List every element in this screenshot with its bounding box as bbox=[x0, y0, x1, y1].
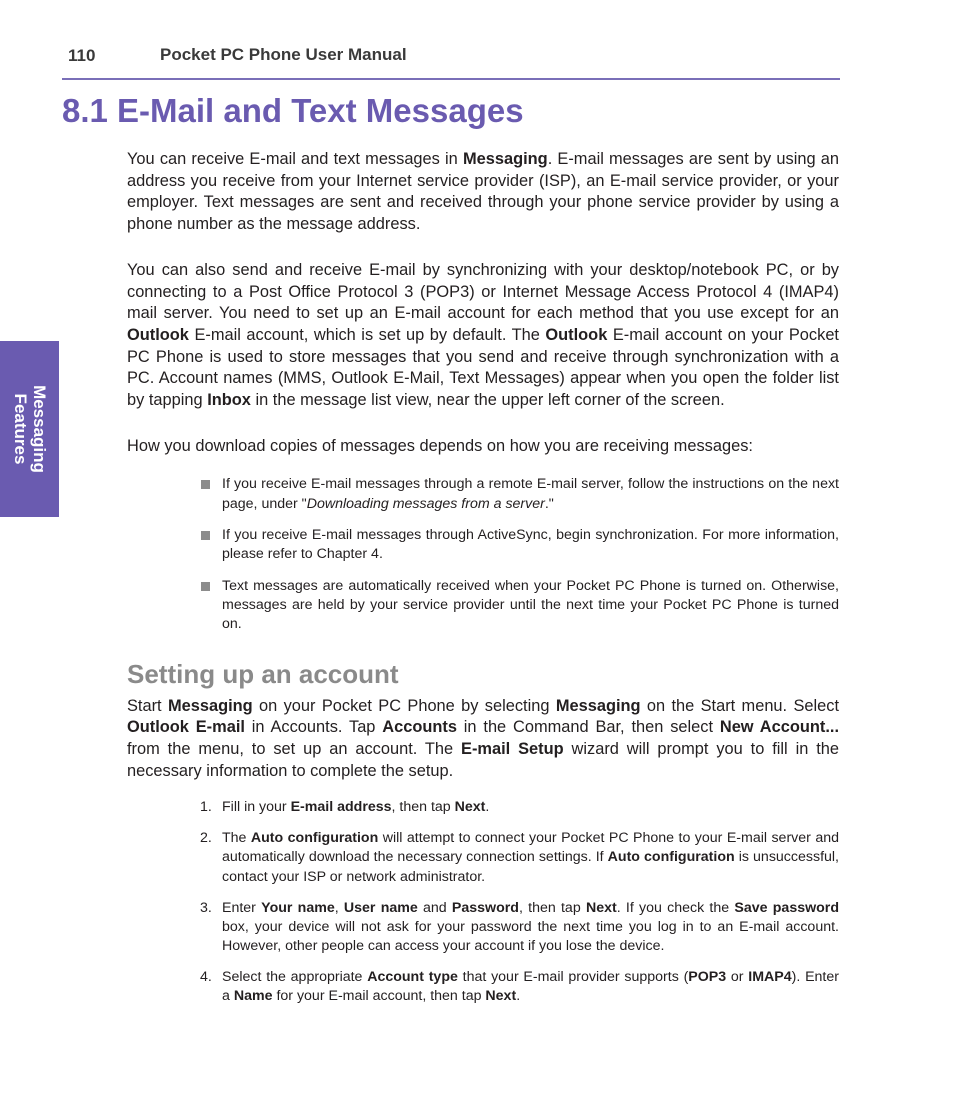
bold-run: E-mail Setup bbox=[461, 739, 564, 758]
text-run: will attempt to connect your Pocket PC Phone to your E-mail server and automatically download the necessary connection settings. If bbox=[222, 830, 839, 866]
text-run: that your E-mail provider supports ( bbox=[457, 968, 689, 985]
bold-run: Name bbox=[233, 988, 273, 1005]
text-run: The bbox=[222, 830, 251, 847]
bold-run: Messaging bbox=[167, 696, 253, 715]
bold-run: IMAP4 bbox=[748, 968, 792, 985]
bold-run: Auto configuration bbox=[250, 830, 379, 847]
text-run: Fill in your bbox=[222, 799, 291, 816]
bold-run: Password bbox=[451, 899, 519, 916]
bold-run: Messaging bbox=[462, 150, 548, 168]
bold-run: User name bbox=[343, 899, 418, 916]
text-run: E-mail account, which is set up by default. The bbox=[188, 325, 546, 344]
text-run: ." bbox=[544, 495, 554, 512]
square-bullet-icon bbox=[201, 480, 210, 489]
header-rule bbox=[62, 78, 840, 80]
intro-paragraph-2 bbox=[127, 260, 839, 412]
bold-run: Next bbox=[454, 799, 486, 816]
step-number: 4. bbox=[200, 968, 212, 985]
bold-run: Next bbox=[485, 988, 517, 1005]
bold-run: Outlook bbox=[127, 325, 189, 344]
text-run: and bbox=[417, 899, 452, 916]
step-number: 2. bbox=[200, 830, 212, 847]
list-item bbox=[200, 968, 839, 1007]
intro-paragraph-1 bbox=[127, 149, 839, 236]
bold-run: E-mail address bbox=[290, 799, 392, 816]
text-run: . If you check the bbox=[616, 899, 735, 916]
text-run: , then tap bbox=[391, 799, 455, 816]
download-methods-list bbox=[127, 475, 839, 634]
bold-run: Outlook bbox=[545, 325, 608, 344]
bold-run: Account type bbox=[367, 968, 458, 985]
bold-run: Auto configuration bbox=[607, 849, 735, 866]
text-run: Enter bbox=[222, 899, 262, 916]
side-tab-label bbox=[11, 385, 49, 473]
list-item bbox=[200, 899, 839, 957]
text-run: You can receive E-mail and text messages in bbox=[127, 150, 463, 168]
side-tab-line2: Features bbox=[10, 393, 30, 465]
list-item bbox=[222, 577, 839, 635]
text-run: , then tap bbox=[518, 899, 586, 916]
square-bullet-icon bbox=[201, 582, 210, 591]
list-item bbox=[222, 475, 839, 514]
text-run: Select the appropriate bbox=[222, 968, 368, 985]
text-run: is unsuccessful, contact your ISP or network administrator. bbox=[222, 849, 839, 885]
text-run: for your E-mail account, then tap bbox=[272, 988, 486, 1005]
text-run: in the message list view, near the upper left corner of the screen. bbox=[250, 391, 725, 410]
text-run: Start bbox=[127, 696, 168, 715]
text-run: box, your device will not ask for your password the next time you log in to an E-mail account. However, other people can access your account if you lose the device. bbox=[222, 918, 839, 955]
text-run: Text messages are automatically received when your Pocket PC Phone is turned on. Otherwise, messages are held by your service provider until the next time your Pocket PC Phone is turned on. bbox=[222, 577, 839, 633]
setup-steps-list bbox=[127, 798, 839, 1006]
step-number: 1. bbox=[200, 799, 212, 816]
bold-run: Save password bbox=[734, 899, 839, 916]
text-run: in the Command Bar, then select bbox=[456, 718, 720, 737]
bold-run: Accounts bbox=[382, 718, 457, 737]
main-content bbox=[127, 149, 839, 1018]
bold-run: Next bbox=[585, 899, 617, 916]
setup-paragraph bbox=[127, 696, 839, 783]
step-number: 3. bbox=[200, 899, 212, 916]
text-run: , bbox=[334, 899, 344, 916]
intro-paragraph-3: How you download copies of messages depends on how you are receiving messages: bbox=[127, 436, 753, 455]
text-run: from the menu, to set up an account. The bbox=[127, 739, 462, 758]
list-item bbox=[200, 829, 839, 887]
bold-run: Outlook E-mail bbox=[127, 718, 245, 737]
chapter-title: 8.1 E-Mail and Text Messages bbox=[62, 92, 524, 129]
text-run: on your Pocket PC Phone by selecting bbox=[252, 696, 556, 715]
text-run: in Accounts. Tap bbox=[244, 718, 383, 737]
square-bullet-icon bbox=[201, 531, 210, 540]
text-run: or bbox=[726, 968, 749, 985]
bold-run: Inbox bbox=[207, 391, 251, 410]
page-number: 110 bbox=[68, 46, 96, 65]
text-run: on the Start menu. Select bbox=[640, 696, 840, 715]
text-run: . E-mail messages are sent by using an address you receive from your Internet service provider (ISP), an E-mail service provider, or your employer. Text messages are sent and received through your phone service provider by using a phone number as the message address. bbox=[127, 150, 839, 234]
section-heading: Setting up an account bbox=[127, 658, 399, 689]
list-item bbox=[200, 798, 839, 817]
italic-run: Downloading messages from a server bbox=[306, 495, 545, 512]
text-run: ). Enter a bbox=[222, 968, 839, 1005]
text-run: . bbox=[516, 988, 521, 1005]
chapter-side-tab bbox=[0, 341, 59, 517]
text-run: You can also send and receive E-mail by synchronizing with your desktop/notebook PC, or by connecting to a Post Office Protocol 3 (POP3) or Internet Message Access Protocol 4 (IMAP4) mail server. You need to set up an E-mail account for each method that you use except for an bbox=[127, 260, 839, 323]
side-tab-line1: Messaging bbox=[29, 385, 49, 473]
text-run: If you receive E-mail messages through ActiveSync, begin synchronization. For more information, please refer to Chapter 4. bbox=[222, 527, 839, 563]
bold-run: Messaging bbox=[555, 696, 641, 715]
bold-run: Your name bbox=[261, 899, 335, 916]
text-run: If you receive E-mail messages through a remote E-mail server, follow the instructions on the next page, under " bbox=[222, 476, 839, 512]
text-run: . bbox=[485, 799, 490, 816]
bold-run: New Account... bbox=[719, 718, 840, 737]
manual-title: Pocket PC Phone User Manual bbox=[160, 45, 407, 64]
list-item bbox=[222, 526, 839, 565]
text-run: wizard will prompt you to fill in the necessary information to complete the setup. bbox=[127, 739, 839, 780]
text-run: E-mail account on your Pocket PC Phone is used to store messages that you send and receive through synchronization with a PC. Account names (MMS, Outlook E-Mail, Text Messages) appear when you open the folder list by tapping bbox=[127, 325, 839, 410]
bold-run: POP3 bbox=[688, 968, 727, 985]
